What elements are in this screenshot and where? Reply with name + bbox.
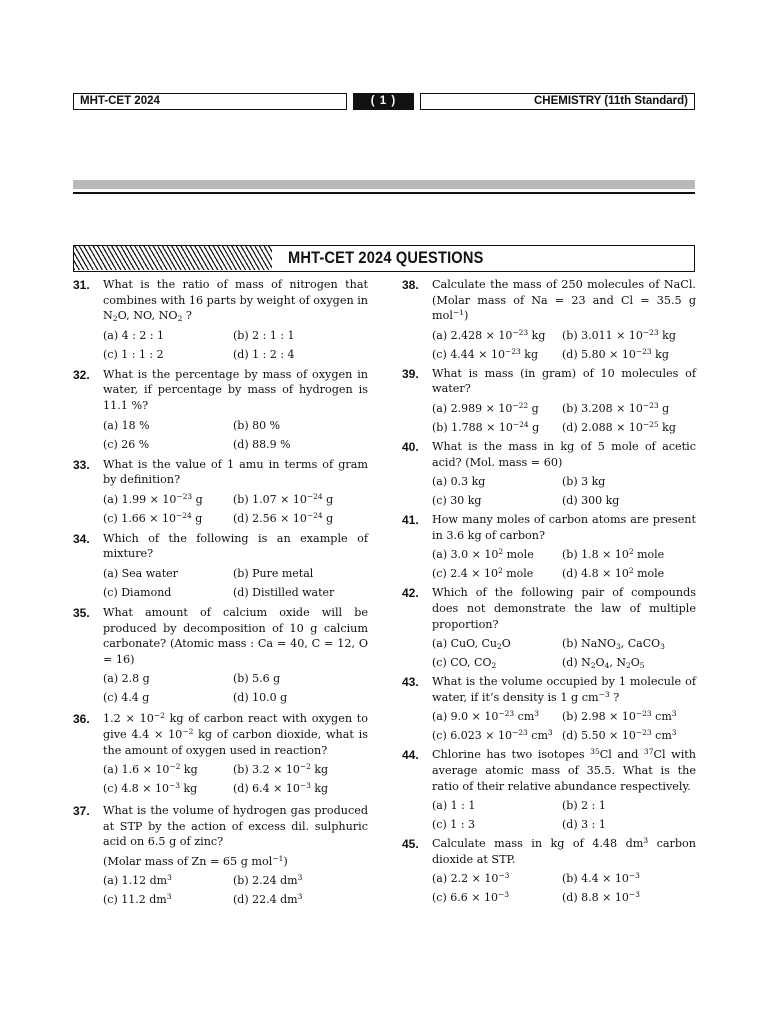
question-text: $1.2 \times 10^{-2}$ kg of carbon react with oxygen to give $4.4 \times 10^{-2}$ kg of carbon dioxide, what is the amount of oxygen used in reaction?	[103, 711, 368, 757]
option: (a) $3.0 \times 10^2$ mole	[432, 547, 534, 562]
option: (c) 30 kg	[432, 494, 482, 508]
options	[103, 328, 368, 362]
option-row	[432, 420, 696, 435]
option: (a) CuO, $Cu_2O$	[432, 637, 511, 652]
header-page-number: ( 1 )	[353, 93, 414, 110]
option-row	[432, 728, 696, 743]
options	[103, 873, 368, 907]
option-row	[432, 493, 696, 508]
question	[73, 605, 368, 705]
option: (d) 1 : 2 : 4	[233, 347, 295, 361]
option: (d) $8.8 \times 10^{-3}$	[562, 890, 640, 905]
question	[73, 367, 368, 452]
options	[432, 401, 696, 435]
option: (c) $6.023 \times 10^{-23}$ $cm^3$	[432, 728, 553, 743]
option: (d) $N_2O_4$, $N_2O_5$	[562, 656, 645, 671]
option: (d) $5.80 \times 10^{-23}$ kg	[562, 346, 669, 361]
question	[73, 457, 368, 526]
option-row	[432, 655, 696, 670]
option-row	[432, 871, 696, 886]
options	[103, 418, 368, 452]
question-number: 38.	[402, 278, 419, 292]
question-number: 40.	[402, 439, 419, 454]
question-text: What is the volume occupied by 1 molecule of water, if it’s density is 1 g $cm^{-3}$ ?	[432, 675, 696, 704]
option: (b) $3.011 \times 10^{-23}$ kg	[562, 327, 676, 342]
question-number: 35.	[73, 605, 90, 620]
option-row	[432, 347, 696, 362]
option: (a) 4 : 2 : 1	[103, 328, 165, 342]
option: (c) $4.8 \times 10^{-3}$ kg	[103, 781, 198, 796]
option: (a) 2.8 g	[103, 672, 150, 686]
option: (b) 3 kg	[562, 475, 606, 489]
option: (b) $3.208 \times 10^{-23}$ g	[562, 400, 670, 415]
question-number: 32.	[73, 367, 90, 382]
question-number: 39.	[402, 366, 419, 381]
title-hatch-pattern	[74, 246, 272, 270]
option: (c) 1 : 3	[432, 818, 475, 832]
question-text: How many moles of carbon atoms are present in 3.6 kg of carbon?	[432, 513, 696, 542]
option: (d) 88.9 %	[233, 437, 291, 451]
option-row	[103, 892, 368, 907]
question-number: 31.	[73, 278, 90, 292]
option: (d) Distilled water	[233, 585, 335, 599]
option: (b) 2 : 1 : 1	[233, 328, 295, 342]
option: (a) Sea water	[103, 566, 178, 580]
option: (d) 22.4 $dm^3$	[233, 892, 303, 907]
question	[73, 711, 368, 796]
options	[103, 671, 368, 705]
question	[402, 674, 696, 743]
option: (d) 300 kg	[562, 494, 620, 508]
option: (c) $2.4 \times 10^2$ mole	[432, 566, 534, 581]
question-text: Chlorine has two isotopes $^{35}$Cl and $^{37}$Cl with average atomic mass of 35.5. What is the ratio of their relative abundance respectively.	[432, 747, 696, 793]
question-text: Which of the following is an example of mixture?	[103, 531, 368, 561]
option: (b) 5.6 g	[233, 672, 281, 686]
option: (c) 1 : 1 : 2	[103, 347, 164, 361]
question-text: What is the value of 1 amu in terms of gram by definition?	[103, 457, 368, 487]
option: (d) $6.4 \times 10^{-3}$ kg	[233, 781, 329, 796]
option: (c) 26 %	[103, 437, 150, 451]
question	[73, 531, 368, 600]
option-row	[103, 511, 368, 526]
option: (b) $1.788 \times 10^{-24}$ g	[432, 419, 540, 434]
question	[73, 803, 368, 907]
question-number: 44.	[402, 748, 419, 763]
question-number: 42.	[402, 586, 419, 601]
option: (d) 3 : 1	[562, 818, 606, 832]
option-row	[103, 328, 368, 343]
options	[432, 871, 696, 905]
option: (a) $9.0 \times 10^{-23}$ $cm^3$	[432, 709, 540, 724]
option: (c) CO, $CO_2$	[432, 656, 497, 671]
options	[103, 762, 368, 796]
question-text: What is the ratio of mass of nitrogen that combines with 16 parts by weight of oxygen in $N_2O$, NO, $NO_2$ ?	[103, 278, 369, 324]
option-row	[103, 492, 368, 507]
question	[402, 836, 696, 905]
question	[402, 585, 696, 670]
question	[402, 277, 696, 362]
option: (c) 11.2 $dm^3$	[103, 892, 172, 907]
option: (a) 18 %	[103, 418, 150, 432]
option: (b) 2.24 $dm^3$	[233, 873, 303, 888]
option-row	[103, 347, 368, 362]
option: (b) $1.07 \times 10^{-24}$ g	[233, 491, 334, 506]
question-number: 43.	[402, 675, 419, 690]
option: (d) $4.8 \times 10^2$ mole	[562, 566, 665, 581]
question-number: 34.	[73, 531, 90, 546]
option-row	[432, 709, 696, 724]
option: (a) $1.6 \times 10^{-2}$ kg	[103, 762, 198, 777]
option-row	[103, 762, 368, 777]
option: (c) $1.66 \times 10^{-24}$ g	[103, 510, 203, 525]
question-number: 45.	[402, 837, 419, 852]
option: (b) $3.2 \times 10^{-2}$ kg	[233, 762, 329, 777]
section-title: MHT-CET 2024 QUESTIONS	[288, 248, 484, 267]
header-gray-band	[73, 180, 695, 189]
option: (d) $5.50 \times 10^{-23}$ $cm^3$	[562, 728, 677, 743]
option: (a) 0.3 kg	[432, 475, 486, 489]
options	[103, 566, 368, 600]
option-row	[432, 401, 696, 416]
question	[402, 366, 696, 435]
question-number: 37.	[73, 804, 90, 819]
option-row	[432, 566, 696, 581]
option-row	[103, 418, 368, 433]
question-note: (Molar mass of Zn = 65 g mol$^{-1}$)	[103, 853, 288, 868]
option-row	[103, 671, 368, 686]
option-row	[103, 781, 368, 796]
option: (a) $2.989 \times 10^{-22}$ g	[432, 400, 539, 415]
option-row	[103, 873, 368, 888]
question-text: Calculate the mass of 250 molecules of NaCl. (Molar mass of Na = 23 and Cl = 35.5 g mol$^{-1}$)	[432, 278, 696, 323]
question	[402, 439, 696, 508]
question-number: 41.	[402, 513, 419, 528]
options	[432, 328, 696, 362]
option: (b) $2.98 \times 10^{-23}$ $cm^3$	[562, 709, 677, 724]
option-row	[432, 547, 696, 562]
left-column	[73, 277, 368, 907]
options	[432, 798, 696, 832]
question-text: What amount of calcium oxide will be produced by decomposition of 10 g calcium carbonate? (Atomic mass : Ca = 40, C = 12, O = 16)	[103, 605, 368, 666]
options	[103, 492, 368, 526]
options	[432, 474, 696, 508]
question-text: What is the mass in kg of 5 mole of acetic acid? (Mol. mass = 60)	[432, 439, 696, 469]
option: (d) 10.0 g	[233, 691, 288, 705]
option: (b) 2 : 1	[562, 799, 606, 813]
question-text: Calculate mass in kg of 4.48 $dm^3$ carbon dioxide at STP.	[432, 836, 696, 866]
option: (d) $2.56 \times 10^{-24}$ g	[233, 510, 334, 525]
question-number: 36.	[73, 712, 90, 727]
question-text: What is the percentage by mass of oxygen in water, if percentage by mass of hydrogen is 11.1 %?	[103, 367, 368, 412]
option: (a) 1 : 1	[432, 799, 476, 813]
option: (a) 1.12 $dm^3$	[103, 873, 172, 888]
option-row	[432, 798, 696, 813]
options	[432, 636, 696, 670]
option: (a) $2.2 \times 10^{-3}$	[432, 871, 510, 886]
option: (b) NaNO$_3$, CaCO$_3$	[562, 637, 665, 652]
right-column	[402, 277, 696, 905]
question	[73, 277, 368, 362]
question-text: What is the volume of hydrogen gas produced at STP by the action of excess dil. sulphuric acid on 6.5 g of zinc?	[103, 804, 368, 849]
question-text: What is mass (in gram) of 10 molecules of water?	[432, 366, 696, 396]
section-title-box	[73, 245, 695, 272]
option-row	[432, 817, 696, 832]
option: (c) 4.4 g	[103, 691, 150, 705]
option: (d) $2.088 \times 10^{-25}$ kg	[562, 419, 676, 434]
option: (b) $1.8 \times 10^2$ mole	[562, 547, 665, 562]
option-row	[103, 690, 368, 705]
option: (a) $2.428 \times 10^{-23}$ kg	[432, 327, 546, 342]
options	[432, 709, 696, 743]
question	[402, 747, 696, 832]
question	[402, 512, 696, 581]
option-row	[432, 890, 696, 905]
option: (b) Pure metal	[233, 566, 314, 580]
option-row	[103, 437, 368, 452]
header-subject-label: CHEMISTRY (11th Standard)	[420, 93, 695, 110]
option-row	[432, 474, 696, 489]
option-row	[432, 328, 696, 343]
option: (c) Diamond	[103, 585, 172, 599]
question-text: Which of the following pair of compounds does not demonstrate the law of multiple proportion?	[432, 586, 696, 631]
options	[432, 547, 696, 581]
option: (a) $1.99 \times 10^{-23}$ g	[103, 491, 203, 506]
option: (c) $6.6 \times 10^{-3}$	[432, 890, 510, 905]
header-exam-label: MHT-CET 2024	[73, 93, 347, 110]
option: (c) $4.44 \times 10^{-23}$ kg	[432, 346, 538, 361]
option-row	[103, 585, 368, 600]
question-number: 33.	[73, 457, 90, 472]
option: (b) $4.4 \times 10^{-3}$	[562, 871, 640, 886]
option: (b) 80 %	[233, 418, 281, 432]
option-row	[432, 636, 696, 651]
option-row	[103, 566, 368, 581]
header-divider	[73, 192, 695, 194]
